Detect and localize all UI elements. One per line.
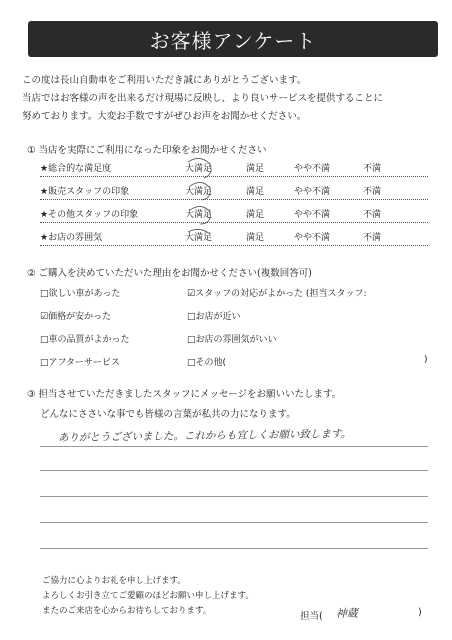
- closing-line: ご協力に心よりお礼を申し上げます。: [42, 576, 186, 586]
- q1-rating-option[interactable]: 大満足: [185, 233, 213, 243]
- q1-rating-option[interactable]: 不満: [363, 187, 382, 197]
- staff-close: ): [418, 607, 422, 618]
- circle-mark: [190, 206, 210, 224]
- q2-option[interactable]: □お店の雰囲気がいい: [187, 335, 277, 345]
- title-bar: [28, 21, 438, 57]
- q1-rating-option[interactable]: 満足: [246, 187, 265, 197]
- q2-option[interactable]: □その他(: [187, 358, 227, 368]
- q1-row-divider: [40, 199, 428, 200]
- q1-rating-option[interactable]: 不満: [363, 233, 382, 243]
- q1-row-divider: [40, 176, 428, 177]
- q1-row-label: ★販売スタッフの印象: [40, 187, 130, 197]
- closing-line: またのご来店を心からお待ちしております。: [42, 606, 212, 616]
- circle-mark: [188, 229, 210, 234]
- q1-rating-option[interactable]: 満足: [246, 210, 265, 220]
- q3-heading: ③ 担当させていただきましたスタッフにメッセージをお願いいたします。: [27, 389, 342, 400]
- message-line: [40, 548, 428, 549]
- staff-name: 神蔵: [335, 607, 358, 620]
- handwritten-circle-marks: [168, 150, 228, 250]
- closing-line: よろしくお引き立てご愛顧のほどお願い申し上げます。: [42, 591, 254, 601]
- closing-text: [42, 574, 254, 619]
- q1-rating-option[interactable]: 大満足: [185, 210, 213, 220]
- q1-heading: ① 当店を実際にご利用になった印象をお聞かせください: [27, 145, 267, 156]
- q2-option[interactable]: ☑スタッフの対応がよかった (担当スタッフ:: [187, 289, 367, 299]
- q2-option[interactable]: □お店が近い: [187, 312, 241, 322]
- q1-rating-option[interactable]: 不満: [363, 164, 382, 174]
- handwritten-message: ありがとうございました。これからも宜しくお願い致します。: [57, 427, 352, 445]
- q2-heading: ② ご購入を決めていただいた理由をお聞かせください(複数回答可): [27, 268, 312, 279]
- intro-line: 努めております。大変お手数ですがぜひお声をお聞かせください。: [22, 111, 307, 122]
- q1-rating-option[interactable]: やや不満: [294, 233, 331, 243]
- q2-close-paren: ): [424, 355, 428, 365]
- intro-line: この度は長山自動車をご利用いただき誠にありがとうございます。: [22, 75, 307, 86]
- message-line: [40, 522, 428, 523]
- q2-option[interactable]: □アフターサービス: [40, 358, 120, 368]
- q1-row-divider: [40, 245, 428, 246]
- q1-rating-option[interactable]: やや不満: [294, 187, 331, 197]
- q3-subheading: どんなにささいな事でも皆様の言葉が私共の力になります。: [40, 409, 296, 420]
- page-title: お客様アンケート: [149, 28, 317, 53]
- q1-rating-option[interactable]: 満足: [246, 164, 265, 174]
- intro-line: 当店ではお客様の声を出来るだけ現場に反映し、より良いサービスを提供することに: [22, 93, 384, 104]
- q1-rating-option[interactable]: 大満足: [185, 187, 213, 197]
- message-line: [40, 496, 428, 497]
- message-line: [40, 470, 428, 471]
- q1-row-label: ★総合的な満足度: [40, 164, 112, 174]
- q2-option[interactable]: ☑価格が安かった: [40, 312, 112, 322]
- q1-rating-option[interactable]: 満足: [246, 233, 265, 243]
- staff-field: [300, 607, 440, 623]
- circle-mark: [190, 182, 210, 200]
- q1-row-divider: [40, 222, 428, 223]
- q1-row-label: ★その他スタッフの印象: [40, 210, 139, 220]
- q2-option[interactable]: □欲しい車があった: [40, 289, 121, 299]
- q2-option[interactable]: □車の品質がよかった: [40, 335, 130, 345]
- q1-rating-option[interactable]: 不満: [363, 210, 382, 220]
- staff-label: 担当(: [300, 611, 323, 622]
- circle-mark: [188, 158, 211, 178]
- message-line: [40, 446, 428, 447]
- q1-rating-option[interactable]: やや不満: [294, 210, 331, 220]
- intro-text: [22, 72, 383, 126]
- q1-row-label: ★お店の雰囲気: [40, 233, 103, 243]
- q1-rating-option[interactable]: やや不満: [294, 164, 331, 174]
- q1-rating-option[interactable]: 大満足: [185, 164, 213, 174]
